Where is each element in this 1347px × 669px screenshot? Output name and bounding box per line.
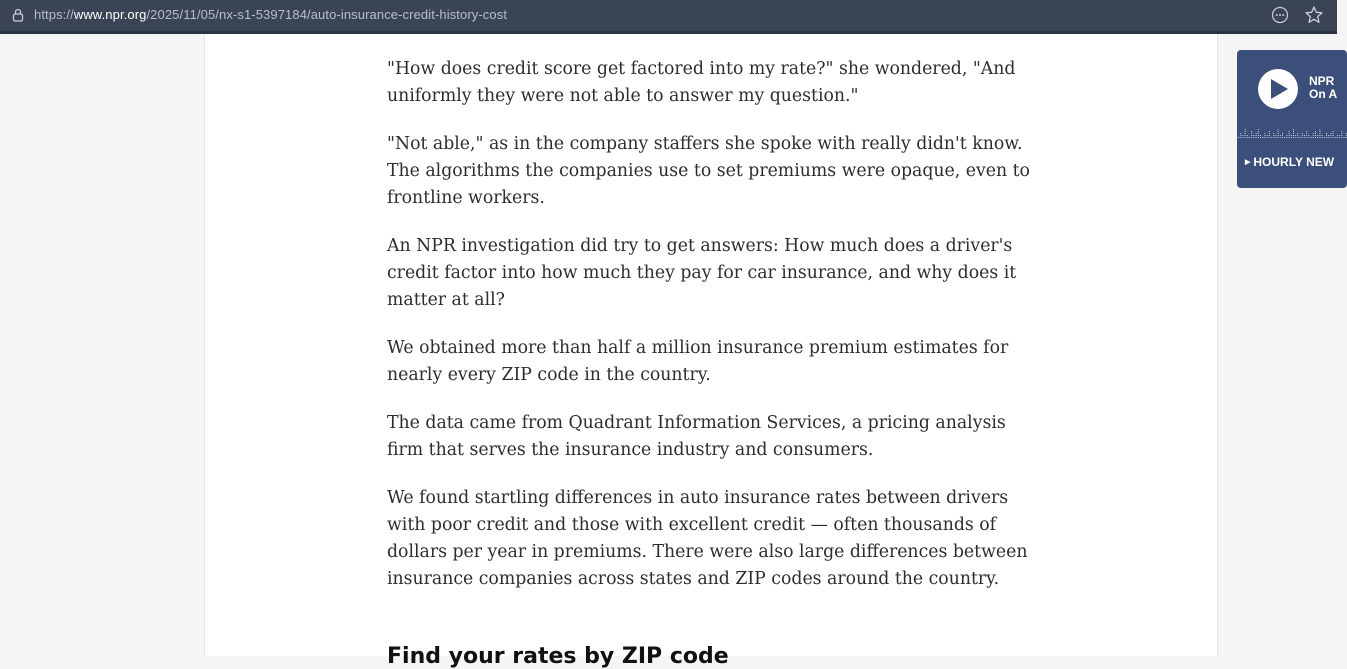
- article-paragraph: An NPR investigation did try to get answers: How much does a driver's credit factor into how much they pay for car insurance, and why does it matter at all?: [387, 236, 1017, 310]
- url-host: www.npr.org: [73, 7, 147, 22]
- sidebar: [1218, 34, 1337, 656]
- hourly-news-label: HOURLY NEW: [1253, 155, 1335, 169]
- npr-audio-player: [1237, 50, 1347, 188]
- url-text[interactable]: [34, 7, 507, 22]
- url-path: /2025/11/05/nx-s1-5397184/auto-insurance-credit-history-cost: [146, 7, 508, 22]
- waveform-icon: [1237, 123, 1347, 139]
- article-paragraph: "Not able," as in the company staffers she spoke with really didn't know. The algorithms the companies use to set premiums were opaque, even to frontline workers.: [387, 134, 1030, 208]
- station-name: [1309, 75, 1337, 101]
- article-paragraph: The data came from Quadrant Information Services, a pricing analysis firm that serves the insurance industry and consumers.: [387, 413, 1006, 460]
- lock-icon: [11, 8, 25, 22]
- more-icon[interactable]: [1271, 6, 1289, 24]
- article-content-area: [204, 34, 1218, 669]
- star-icon[interactable]: [1304, 5, 1324, 25]
- section-heading: Find your rates by ZIP code: [387, 644, 729, 669]
- article-paragraph: We found startling differences in auto insurance rates between drivers with poor credit and those with excellent credit — often thousands of dollars per year in premiums. There were also large differences between insurance companies across states and ZIP codes around the country.: [387, 488, 1028, 589]
- play-button[interactable]: [1258, 69, 1298, 109]
- station-name-line1: NPR: [1309, 74, 1335, 88]
- url-prefix: https://: [34, 7, 74, 22]
- play-icon: [1271, 79, 1288, 99]
- page-gutter-left: [0, 34, 204, 656]
- article-paragraph: "How does credit score get factored into my rate?" she wondered, "And uniformly they were not able to answer my question.": [387, 59, 1016, 106]
- article-paragraph: We obtained more than half a million insurance premium estimates for nearly every ZIP code in the country.: [387, 338, 1009, 385]
- hourly-news-link[interactable]: [1245, 155, 1334, 169]
- article-body: [387, 56, 1037, 614]
- address-bar[interactable]: [0, 0, 1337, 34]
- station-name-line2: On A: [1309, 87, 1338, 101]
- triangle-icon: ▶: [1245, 159, 1251, 166]
